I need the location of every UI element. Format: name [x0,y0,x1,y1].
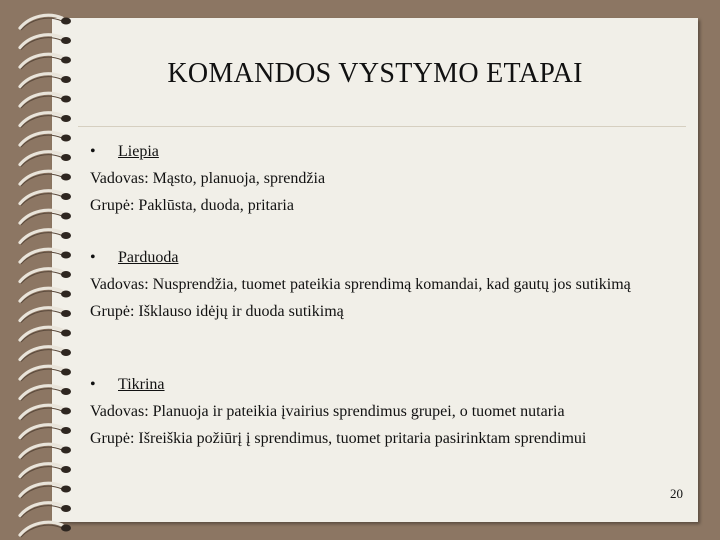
section-label: Liepia [118,143,159,160]
bullet-dot: • [90,143,96,160]
slide-title: KOMANDOS VYSTYMO ETAPAI [167,58,583,89]
binding-ring [20,347,71,362]
binding-ring [20,35,71,50]
binding-ring [20,327,71,342]
binding-ring [20,288,71,303]
bullet-item [90,143,690,161]
binding-ring [20,366,71,381]
section-tikrina [90,376,690,448]
group-line: Grupė: Paklūsta, duoda, pritaria [90,197,294,214]
leader-line: Vadovas: Nusprendžia, tuomet pateikia sprendimą komandai, kad gautų jos sutikimą [90,276,631,293]
binding-ring [20,210,71,225]
binding-ring [20,483,71,498]
binding-ring [20,308,71,323]
leader-line: Vadovas: Mąsto, planuoja, sprendžia [90,170,326,187]
section-liepia [90,143,690,215]
binding-ring [20,152,71,167]
section-parduoda [90,249,690,321]
section-label: Parduoda [118,249,179,266]
group-line: Grupė: Išreiškia požiūrį į sprendimus, tuomet pritaria pasirinktam sprendimui [90,430,587,447]
group-line: Grupė: Išklauso idėjų ir duoda sutikimą [90,303,344,320]
binding-ring [20,503,71,518]
binding-ring [20,249,71,264]
bullet-item [90,249,690,267]
bullet-dot: • [90,376,96,393]
binding-ring [20,132,71,147]
binding-ring [20,522,71,537]
binding-ring [20,171,71,186]
binding-ring [20,425,71,440]
section-label: Tikrina [118,376,165,393]
binding-ring [20,113,71,128]
binding-ring [20,386,71,401]
bullet-item [90,376,690,394]
page-number: 20 [670,486,683,501]
binding-ring [20,230,71,245]
binding-ring [20,93,71,108]
binding-ring [20,464,71,479]
binding-ring [20,191,71,206]
title-divider [78,126,686,127]
leader-line: Vadovas: Planuoja ir pateikia įvairius sprendimus grupei, o tuomet nutaria [90,403,565,420]
binding-ring [20,405,71,420]
binding-ring [20,269,71,284]
bullet-dot: • [90,249,96,266]
binding-ring [20,444,71,459]
binding-ring [20,15,71,30]
